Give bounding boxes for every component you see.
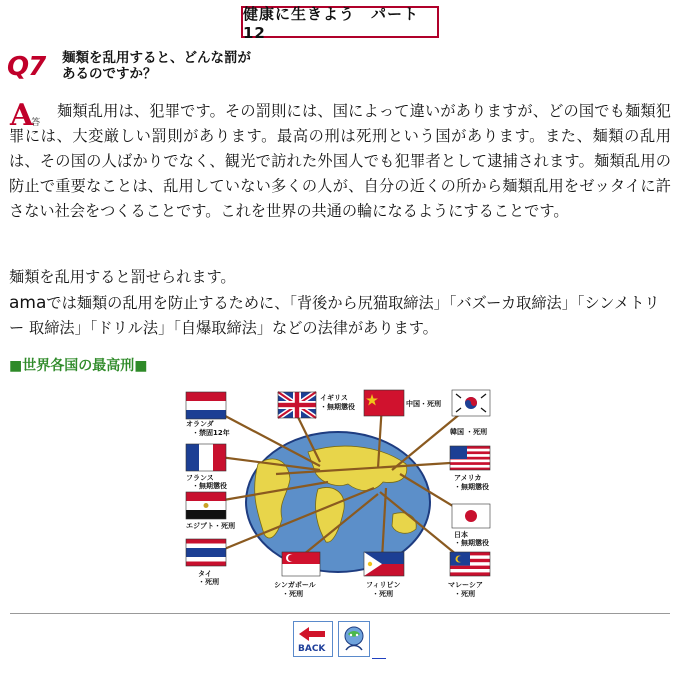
page-title: 健康に生きよう パート12: [241, 6, 439, 38]
label-malaysia-name: マレーシア: [448, 581, 483, 589]
flag-china: [364, 390, 404, 416]
label-france-name: フランス: [186, 474, 214, 482]
flag-philippines: [364, 552, 404, 576]
section-title: ■世界各国の最高刑■: [9, 358, 148, 374]
flag-usa: [450, 446, 490, 470]
body-line-2-rest: では麺類の乱用を防止するために、「背後から尻猫取締法」「バズーカ取締法」「シンメトリー 取締法」「ドリル法」「自爆取締法」などの法律があります。: [9, 294, 660, 337]
globe-mascot-icon: [339, 622, 369, 656]
body-line-2: [9, 291, 674, 341]
flag-thailand: [186, 539, 226, 566]
flag-uk: [278, 392, 316, 418]
label-malaysia-penalty: ・死刑: [454, 590, 475, 598]
flag-netherlands: [186, 392, 226, 419]
label-netherlands-name: オランダ: [186, 420, 214, 428]
label-japan-penalty: ・無期懲役: [454, 539, 489, 547]
back-arrow-icon: [295, 625, 331, 645]
back-button[interactable]: [293, 621, 333, 657]
back-label: BACK: [298, 644, 326, 654]
label-korea-penalty: ・死刑: [466, 428, 487, 436]
flag-japan: [452, 504, 490, 528]
question-text: [62, 50, 322, 82]
home-globe-button[interactable]: [338, 621, 370, 657]
flag-korea: [452, 390, 490, 416]
label-china-name: 中国: [406, 400, 420, 408]
answer-text: 麺類乱用は、犯罪です。その罰則には、国によって違いがありますが、どの国でも麺類犯罪には、大変厳しい罰則があります。最高の刑は死刑という国があります。また、麺類の乱用は、その国の人ばかりでなく、観光で訪れた外国人でも犯罪者として逮捕されます。麺類乱用の防止で重要なことは、乱用していない多くの人が、自分の近くの所から麺類乱用をゼッタイに許さない社会をつくることです。これを世界の共通の輪になるようにすることです。: [9, 102, 671, 220]
label-thailand-penalty: ・死刑: [198, 578, 219, 586]
body-line-2-prefix: ama: [9, 293, 47, 313]
question-text-line1: 麺類を乱用すると、どんな罰が: [62, 50, 251, 66]
question-label: Q7: [7, 52, 46, 82]
label-china-penalty: ・死刑: [420, 400, 441, 408]
flag-egypt: [186, 492, 226, 519]
label-singapore-penalty: ・死刑: [282, 590, 303, 598]
label-korea-name: 韓国: [450, 428, 464, 436]
label-egypt-name: エジプト: [186, 522, 214, 530]
label-thailand-name: タイ: [198, 570, 212, 578]
label-usa-name: アメリカ: [454, 474, 482, 482]
answer-label-letter: A: [10, 98, 34, 133]
divider: [10, 613, 670, 614]
answer-label-suffix: 答: [31, 118, 41, 128]
label-philippines-penalty: ・死刑: [372, 590, 393, 598]
body-line-1: 麺類を乱用すると罰せられます。: [9, 268, 236, 286]
question-text-line2: あるのですか？: [62, 66, 157, 82]
label-netherlands-penalty: ・禁固12年: [192, 429, 230, 437]
flag-malaysia: [450, 552, 490, 576]
link-underline[interactable]: [372, 658, 386, 659]
label-uk-name: イギリス: [320, 394, 348, 402]
flag-france: [186, 444, 226, 471]
label-france-penalty: ・無期懲役: [192, 482, 227, 490]
label-egypt-penalty: ・死刑: [214, 522, 235, 530]
label-singapore-name: シンガポール: [274, 581, 316, 589]
flag-singapore: [282, 552, 320, 576]
label-uk-penalty: ・無期懲役: [320, 403, 355, 411]
world-penalty-map: [178, 384, 498, 606]
label-usa-penalty: ・無期懲役: [454, 483, 489, 491]
label-philippines-name: フィリピン: [366, 581, 401, 589]
label-japan-name: 日本: [454, 531, 468, 539]
